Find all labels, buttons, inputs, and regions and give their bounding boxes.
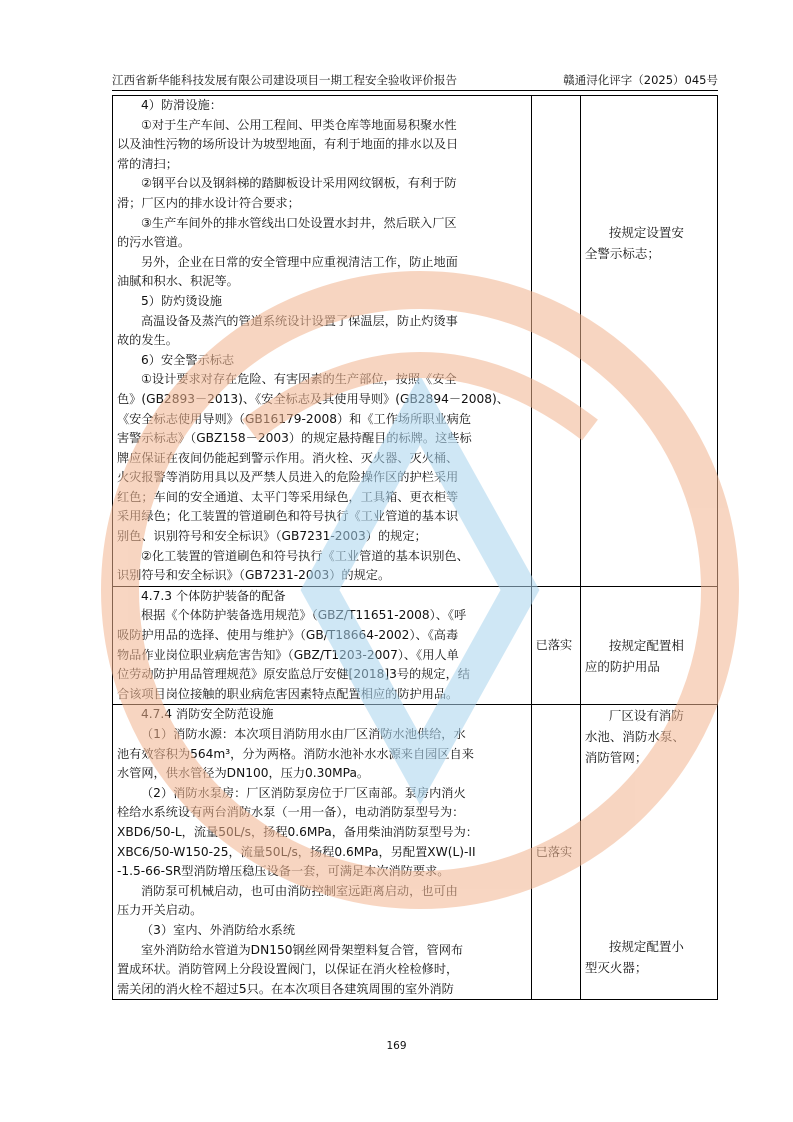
content-line: 栓给水系统设有两台消防水泵（一用一备），电动消防泵型号为： xyxy=(117,805,465,820)
content-line: 红色；车间的安全通道、太平门等采用绿色，工具箱、更衣柜等 xyxy=(117,489,459,504)
status-text: 已落实 xyxy=(535,844,573,859)
content-line: 压力开关启动。 xyxy=(117,903,203,918)
content-line: -1.5-66-SR型消防增压稳压设备一套，可满足本次消防要求。 xyxy=(117,864,450,879)
measure-line xyxy=(585,810,713,831)
content-line: 物品作业岗位职业病危害告知》（GBZ/T1203-2007）、《用人单 xyxy=(117,647,459,662)
report-title: 江西省新华能科技发展有限公司建设项目一期工程安全验收评价报告 xyxy=(112,73,457,87)
status-cell xyxy=(531,96,580,587)
content-cell xyxy=(113,586,532,705)
content-line: 采用绿色；化工装置的管道刷色和符号执行《工业管道的基本识 xyxy=(117,509,459,524)
content-line: 害警示标志》（GBZ158－2003）的规定悬持醒目的标牌。这些标 xyxy=(117,431,472,446)
measure-line xyxy=(585,180,713,201)
content-line: 4.7.3 个体防护装备的配备 xyxy=(141,588,286,603)
content-line: ②钢平台以及钢斜梯的踏脚板设计采用网纹钢板，有利于防 xyxy=(141,176,457,191)
status-cell xyxy=(531,586,580,705)
content-line: （2）消防水泵房：厂区消防泵房位于厂区南部。泵房内消火 xyxy=(141,785,466,800)
table-row xyxy=(113,705,718,1000)
content-line: 4.7.4 消防安全防范设施 xyxy=(141,707,274,722)
measure-cell xyxy=(580,705,717,1000)
content-line: （1）消防水源：本次项目消防用水由厂区消防水池供给，水 xyxy=(141,727,466,741)
measure-line: 水池、消防水泵、 xyxy=(584,729,685,745)
measure-line xyxy=(585,873,713,894)
content-line: ③生产车间外的排水管线出口处设置水封井，然后联入厂区 xyxy=(141,215,457,230)
content-line: 故的发生。 xyxy=(117,333,178,348)
measure-line: 消防管网； xyxy=(584,750,648,766)
content-line: 室外消防给水管道为DN150钢丝网骨架塑料复合管，管网布 xyxy=(141,942,464,957)
content-line: 牌应保证在夜间仍能起到警示作用。消火栓、灭火器、灭火桶、 xyxy=(117,450,459,465)
measure-line xyxy=(585,96,713,117)
content-line: 根据《个体防护装备选用规范》（GBZ/T11651-2008）、《呼 xyxy=(141,608,467,623)
header-rule xyxy=(112,90,718,91)
content-line: 高温设备及蒸汽的管道系统设计设置了保温层，防止灼烫事 xyxy=(141,313,458,328)
measure-line xyxy=(585,614,713,635)
table-body xyxy=(113,96,718,1000)
content-line: 以及油性污物的场所设计为坡型地面，有利于地面的排水以及日 xyxy=(117,137,459,152)
page-number: 169 xyxy=(386,1040,407,1052)
content-line: 另外，企业在日常的安全管理中应重视清洁工作，防止地面 xyxy=(141,254,458,269)
content-line: XBC6/50-W150-25，流量50L/s，扬程0.6MPa，另配置XW(L)-II xyxy=(117,844,476,859)
measure-line xyxy=(585,789,713,810)
content-line: 色》(GB2893－2013)、《安全标志及其使用导则》(GB2894－2008)、 xyxy=(117,391,509,406)
content-line: （3）室内、外消防给水系统 xyxy=(141,922,296,937)
content-line: 池有效容积为564m³，分为两格。消防水池补水水源来自园区自来 xyxy=(117,746,474,761)
measure-line xyxy=(585,915,713,936)
measure-line: 全警示标志； xyxy=(584,246,660,261)
content-line: 吸防护用品的选择、使用与维护》（GB/T18664-2002）、《高毒 xyxy=(117,628,459,643)
content-line: 5）防灼烫设施 xyxy=(141,293,222,308)
content-line: ①对于生产车间、公用工程间、甲类仓库等地面易积聚水性 xyxy=(141,117,457,132)
content-line: 4）防滑设施： xyxy=(141,98,222,112)
measure-line xyxy=(585,117,713,138)
measure-line: 厂区设有消防 xyxy=(608,708,684,724)
content-line: XBD6/50-L，流量50L/s，扬程0.6MPa，备用柴油消防泵型号为： xyxy=(117,824,478,839)
content-cell xyxy=(113,705,532,1000)
content-line: ②化工装置的管道刷色和符号执行《工业管道的基本识别色、 xyxy=(141,548,469,563)
content-line: 6）安全警示标志 xyxy=(141,352,235,367)
content-line: 消防泵可机械启动，也可由消防控制室远距离启动，也可由 xyxy=(141,883,458,898)
status-text: 已落实 xyxy=(535,638,573,653)
measure-line xyxy=(585,768,713,789)
content-line: 位劳动防护用品管理规范》原安监总厅安健[2018]3号的规定，结 xyxy=(117,667,470,682)
status-cell xyxy=(531,705,580,1000)
measure-line: 型灭火器； xyxy=(584,960,648,976)
content-line: 油腻和积水、积泥等。 xyxy=(117,274,239,289)
page-header xyxy=(112,70,718,88)
report-number: 赣通浔化评字（2025）045号 xyxy=(563,73,718,87)
evaluation-table xyxy=(112,95,718,1000)
measure-line xyxy=(585,894,713,915)
measure-line xyxy=(585,138,713,159)
content-line: 水管网，供水管径为DN100，压力0.30MPa。 xyxy=(117,766,370,781)
content-line: 滑；厂区内的排水设计符合要求； xyxy=(117,195,300,210)
content-line: 别色、识别符号和安全标识》（GB7231-2003）的规定； xyxy=(117,529,427,544)
table-row xyxy=(113,96,718,587)
measure-line xyxy=(585,201,713,222)
content-line: ①设计要求对存在危险、有害因素的生产部位，按照《安全 xyxy=(141,372,457,387)
content-cell xyxy=(113,96,532,587)
content-line: 常的清扫； xyxy=(117,156,178,171)
content-line: 置成环状。消防管网上分段设置阀门，以保证在消火栓检修时， xyxy=(117,962,459,977)
measure-cell xyxy=(580,586,717,705)
measure-cell xyxy=(580,96,717,587)
measure-line xyxy=(585,852,713,873)
table-row xyxy=(113,586,718,705)
content-line: 合该项目岗位接触的职业病危害因素特点配置相应的防护用品。 xyxy=(117,686,459,701)
content-line: 需关闭的消火栓不超过5只。在本次项目各建筑周围的室外消防 xyxy=(117,981,454,996)
content-line: 《安全标志使用导则》（GB16179-2008）和《工作场所职业病危 xyxy=(117,411,472,426)
measure-line: 应的防护用品 xyxy=(584,659,660,675)
content-line: 的污水管道。 xyxy=(117,235,191,250)
measure-line: 按规定设置安 xyxy=(608,225,684,240)
measure-line: 按规定配置相 xyxy=(608,638,684,654)
content-line: 识别符号和安全标识》（GB7231-2003）的规定。 xyxy=(117,568,391,583)
measure-line xyxy=(585,159,713,180)
measure-line: 按规定配置小 xyxy=(608,939,684,955)
content-line: 火灾报警等消防用具以及严禁人员进入的危险操作区的护栏采用 xyxy=(117,470,459,485)
measure-line xyxy=(585,831,713,852)
